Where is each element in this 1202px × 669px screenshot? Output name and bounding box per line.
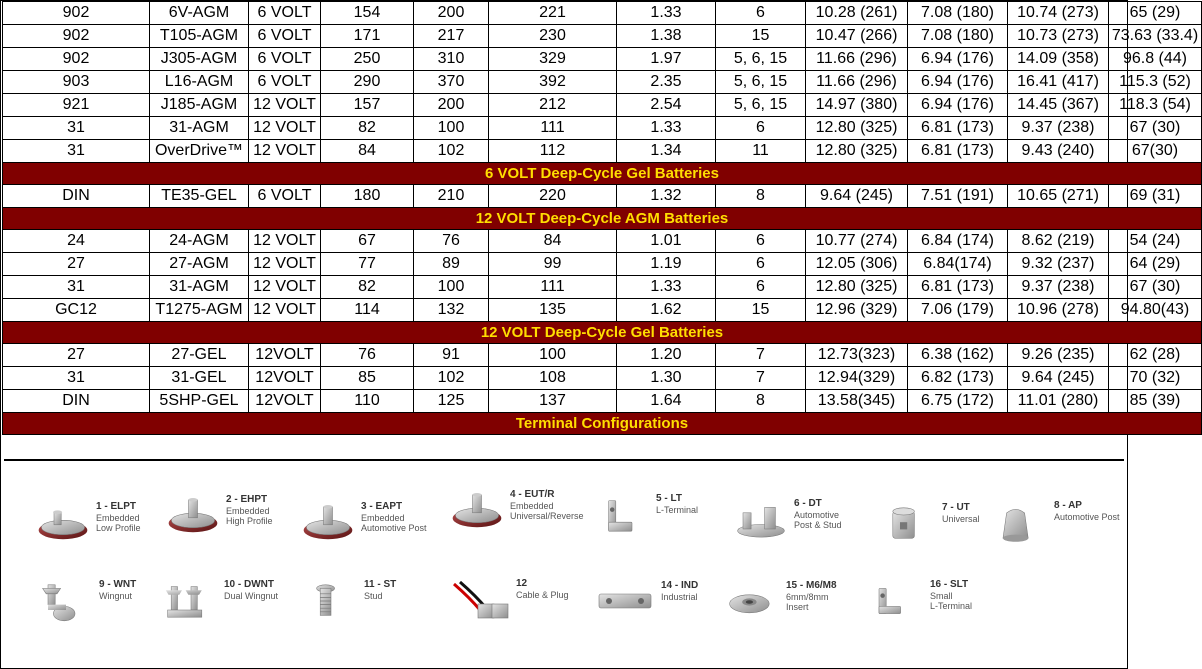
table-cell: 250 (321, 48, 414, 71)
terminal-item (882, 502, 980, 546)
table-cell: DIN (3, 185, 150, 208)
table-cell: 15 (716, 299, 806, 322)
table-cell: 62 (28) (1109, 344, 1202, 367)
terminal-configurations-panel (4, 459, 1124, 668)
table-cell: 12.73(323) (806, 344, 908, 367)
table-row (3, 2, 1202, 25)
table-cell: 392 (489, 71, 617, 94)
table-cell: 1.64 (617, 390, 716, 413)
table-cell: 1.33 (617, 276, 716, 299)
terminal-name: 10 - DWNT (224, 579, 274, 590)
table-cell: 102 (414, 367, 489, 390)
terminal-label (99, 579, 136, 601)
table-cell: 11.66 (296) (806, 71, 908, 94)
dual-terminal-icon (734, 498, 788, 542)
terminal-item (301, 501, 427, 545)
terminal-name: 9 - WNT (99, 579, 137, 590)
table-cell: 11.66 (296) (806, 48, 908, 71)
table-cell: 230 (489, 25, 617, 48)
table-cell: 31 (3, 117, 150, 140)
table-cell: 12 VOLT (249, 140, 321, 163)
terminal-description: Insert (786, 602, 809, 612)
terminal-label (786, 580, 837, 612)
table-cell: 10.73 (273) (1008, 25, 1109, 48)
table-cell: 12.80 (325) (806, 140, 908, 163)
terminal-label (930, 579, 972, 611)
table-row (3, 71, 1202, 94)
table-cell: 67 (30) (1109, 276, 1202, 299)
terminal-name: 11 - ST (364, 579, 397, 590)
table-cell: 73.63 (33.4) (1109, 25, 1202, 48)
embedded-universal-terminal-icon (450, 489, 504, 533)
section-title: 6 VOLT Deep-Cycle Gel Batteries (3, 163, 1202, 185)
table-row (3, 367, 1202, 390)
table-cell: 12.80 (325) (806, 276, 908, 299)
industrial-terminal-icon (595, 580, 655, 624)
terminal-name: 5 - LT (656, 493, 682, 504)
terminal-description: Embedded (226, 506, 270, 516)
section-header-row (3, 413, 1202, 435)
table-cell: 10.77 (274) (806, 230, 908, 253)
terminal-description: L-Terminal (930, 601, 973, 611)
table-cell: 6 (716, 230, 806, 253)
terminal-name: 6 - DT (794, 498, 822, 509)
terminal-name: 1 - ELPT (96, 501, 137, 512)
table-cell: 112 (489, 140, 617, 163)
table-cell: GC12 (3, 299, 150, 322)
table-cell: 154 (321, 2, 414, 25)
insert-terminal-icon (726, 580, 780, 624)
terminal-description: L-Terminal (656, 505, 699, 515)
table-cell: 1.01 (617, 230, 716, 253)
terminal-description: High Profile (226, 516, 273, 526)
table-cell: 200 (414, 2, 489, 25)
table-cell: 125 (414, 390, 489, 413)
table-cell: 370 (414, 71, 489, 94)
table-cell: 12 VOLT (249, 299, 321, 322)
terminal-description: Cable & Plug (516, 590, 569, 600)
table-cell: 100 (489, 344, 617, 367)
table-cell: 290 (321, 71, 414, 94)
terminal-description: Automotive (794, 510, 840, 520)
table-cell: 7.06 (179) (908, 299, 1008, 322)
terminal-label (942, 502, 980, 524)
table-cell: 6 VOLT (249, 25, 321, 48)
table-cell: 7 (716, 367, 806, 390)
small-l-terminal-icon (870, 579, 924, 623)
table-cell: 902 (3, 2, 150, 25)
table-cell: 9.32 (237) (1008, 253, 1109, 276)
terminal-description: Small (930, 591, 953, 601)
table-cell: L16-AGM (150, 71, 249, 94)
terminal-label (516, 578, 569, 600)
l-terminal-icon (596, 493, 650, 537)
table-cell: 6.84 (174) (908, 230, 1008, 253)
section-header-row (3, 163, 1202, 185)
terminal-item (734, 498, 842, 542)
terminal-item (450, 578, 569, 622)
terminal-label (661, 580, 698, 602)
table-cell: 76 (414, 230, 489, 253)
table-cell: 14.45 (367) (1008, 94, 1109, 117)
table-cell: 902 (3, 48, 150, 71)
terminal-item (596, 493, 698, 537)
table-cell: 89 (414, 253, 489, 276)
table-row (3, 25, 1202, 48)
table-cell: 12VOLT (249, 344, 321, 367)
section-title: Terminal Configurations (3, 413, 1202, 435)
terminal-label (510, 489, 584, 521)
terminal-label (226, 494, 273, 526)
terminal-name: 7 - UT (942, 502, 970, 513)
table-cell: 27 (3, 253, 150, 276)
table-cell: 1.33 (617, 117, 716, 140)
table-cell: 5SHP-GEL (150, 390, 249, 413)
table-cell: 1.33 (617, 2, 716, 25)
table-cell: T1275-AGM (150, 299, 249, 322)
table-row (3, 276, 1202, 299)
table-cell: 1.97 (617, 48, 716, 71)
section-header-row (3, 208, 1202, 230)
terminal-item (164, 579, 278, 623)
table-cell: 8.62 (219) (1008, 230, 1109, 253)
terminal-item (304, 579, 396, 623)
embedded-low-profile-terminal-icon (36, 501, 90, 545)
table-cell: 221 (489, 2, 617, 25)
table-cell: 9.43 (240) (1008, 140, 1109, 163)
table-cell: 12.80 (325) (806, 117, 908, 140)
table-cell: 54 (24) (1109, 230, 1202, 253)
table-cell: 200 (414, 94, 489, 117)
cable-plug-icon (450, 578, 510, 622)
table-cell: 11.01 (280) (1008, 390, 1109, 413)
embedded-automotive-post-icon (301, 501, 355, 545)
universal-terminal-icon (882, 502, 936, 546)
table-cell: 82 (321, 276, 414, 299)
terminal-item (726, 580, 837, 624)
table-cell: 111 (489, 117, 617, 140)
terminal-label (224, 579, 278, 601)
terminal-description: 6mm/8mm (786, 592, 829, 602)
terminal-label (1054, 500, 1120, 522)
terminal-item (595, 580, 698, 624)
table-cell: 10.47 (266) (806, 25, 908, 48)
table-cell: 329 (489, 48, 617, 71)
embedded-high-profile-terminal-icon (166, 494, 220, 538)
table-cell: DIN (3, 390, 150, 413)
table-cell: 12 VOLT (249, 276, 321, 299)
terminal-item (450, 489, 584, 533)
table-cell: 82 (321, 117, 414, 140)
table-cell: 6 (716, 2, 806, 25)
terminal-name: 2 - EHPT (226, 494, 268, 505)
table-cell: 27-AGM (150, 253, 249, 276)
table-cell: 220 (489, 185, 617, 208)
table-cell: 64 (29) (1109, 253, 1202, 276)
terminal-name: 16 - SLT (930, 579, 969, 590)
table-cell: 903 (3, 71, 150, 94)
table-cell: 7.08 (180) (908, 2, 1008, 25)
table-cell: 69 (31) (1109, 185, 1202, 208)
terminal-description: Automotive Post (361, 523, 427, 533)
table-cell: 212 (489, 94, 617, 117)
table-cell: 217 (414, 25, 489, 48)
table-cell: 902 (3, 25, 150, 48)
table-cell: 6 VOLT (249, 2, 321, 25)
table-cell: 12.94(329) (806, 367, 908, 390)
table-cell: 1.34 (617, 140, 716, 163)
table-cell: 6 VOLT (249, 185, 321, 208)
table-cell: 12VOLT (249, 367, 321, 390)
table-cell: 5, 6, 15 (716, 71, 806, 94)
terminal-label (364, 579, 396, 601)
table-cell: 9.37 (238) (1008, 117, 1109, 140)
table-cell: 12.96 (329) (806, 299, 908, 322)
table-cell: 2.54 (617, 94, 716, 117)
table-cell: 6.81 (173) (908, 140, 1008, 163)
table-cell: 1.30 (617, 367, 716, 390)
terminal-item (36, 501, 141, 545)
terminal-name: 12 (516, 578, 528, 589)
table-cell: 70 (32) (1109, 367, 1202, 390)
table-row (3, 117, 1202, 140)
stud-terminal-icon (304, 579, 358, 623)
table-cell: 1.20 (617, 344, 716, 367)
table-cell: 9.64 (245) (1008, 367, 1109, 390)
table-cell: 12 VOLT (249, 230, 321, 253)
table-cell: 31-GEL (150, 367, 249, 390)
terminal-description: Universal (942, 514, 980, 524)
table-cell: 118.3 (54) (1109, 94, 1202, 117)
table-cell: 67 (321, 230, 414, 253)
table-row (3, 140, 1202, 163)
table-cell: 94.80(43) (1109, 299, 1202, 322)
table-row (3, 48, 1202, 71)
terminal-description: Post & Stud (794, 520, 842, 530)
wingnut-terminal-icon (39, 579, 93, 623)
table-cell: 6 VOLT (249, 48, 321, 71)
table-cell: 100 (414, 276, 489, 299)
table-cell: 31 (3, 276, 150, 299)
table-cell: 171 (321, 25, 414, 48)
terminal-item (994, 500, 1120, 544)
table-cell: 13.58(345) (806, 390, 908, 413)
table-cell: 12 VOLT (249, 117, 321, 140)
table-cell: 31-AGM (150, 276, 249, 299)
table-cell: 2.35 (617, 71, 716, 94)
table-cell: 137 (489, 390, 617, 413)
table-cell: 85 (321, 367, 414, 390)
table-cell: 6.94 (176) (908, 94, 1008, 117)
table-cell: 24-AGM (150, 230, 249, 253)
table-cell: 110 (321, 390, 414, 413)
table-cell: 1.19 (617, 253, 716, 276)
table-row (3, 299, 1202, 322)
table-cell: 12 VOLT (249, 94, 321, 117)
table-cell: 9.26 (235) (1008, 344, 1109, 367)
table-cell: 84 (489, 230, 617, 253)
table-cell: TE35-GEL (150, 185, 249, 208)
terminal-name: 3 - EAPT (361, 501, 403, 512)
table-row (3, 94, 1202, 117)
table-cell: 11 (716, 140, 806, 163)
table-cell: 6 VOLT (249, 71, 321, 94)
table-cell: 6.94 (176) (908, 48, 1008, 71)
table-cell: 1.32 (617, 185, 716, 208)
table-cell: 6.75 (172) (908, 390, 1008, 413)
table-cell: T105-AGM (150, 25, 249, 48)
battery-spec-table (2, 1, 1202, 435)
table-cell: 6.82 (173) (908, 367, 1008, 390)
table-cell: 6.38 (162) (908, 344, 1008, 367)
table-cell: 157 (321, 94, 414, 117)
terminal-name: 8 - AP (1054, 500, 1082, 511)
terminal-label (656, 493, 698, 515)
table-cell: 108 (489, 367, 617, 390)
terminal-description: Low Profile (96, 523, 141, 533)
terminal-description: Automotive Post (1054, 512, 1120, 522)
table-row (3, 230, 1202, 253)
table-cell: 10.65 (271) (1008, 185, 1109, 208)
table-cell: 31 (3, 367, 150, 390)
table-cell: 14.09 (358) (1008, 48, 1109, 71)
table-cell: 31-AGM (150, 117, 249, 140)
table-cell: 14.97 (380) (806, 94, 908, 117)
table-row (3, 390, 1202, 413)
table-cell: 10.74 (273) (1008, 2, 1109, 25)
table-cell: 6V-AGM (150, 2, 249, 25)
terminal-item (166, 494, 273, 538)
terminal-item (39, 579, 136, 623)
table-cell: 99 (489, 253, 617, 276)
section-header-row (3, 322, 1202, 344)
table-cell: 96.8 (44) (1109, 48, 1202, 71)
terminal-name: 4 - EUT/R (510, 489, 555, 500)
table-cell: 27-GEL (150, 344, 249, 367)
table-cell: 210 (414, 185, 489, 208)
terminal-description: Universal/Reverse (510, 511, 584, 521)
table-cell: 111 (489, 276, 617, 299)
terminal-description: Industrial (661, 592, 698, 602)
table-cell: 15 (716, 25, 806, 48)
table-cell: J185-AGM (150, 94, 249, 117)
terminal-label (96, 501, 141, 533)
table-cell: 76 (321, 344, 414, 367)
terminal-name: 14 - IND (661, 580, 699, 591)
terminal-item (870, 579, 972, 623)
table-cell: 135 (489, 299, 617, 322)
automotive-post-icon (994, 500, 1048, 544)
table-cell: 102 (414, 140, 489, 163)
table-cell: 67 (30) (1109, 117, 1202, 140)
table-cell: 6.81 (173) (908, 117, 1008, 140)
table-cell: OverDrive™ (150, 140, 249, 163)
table-cell: 7.51 (191) (908, 185, 1008, 208)
table-cell: 84 (321, 140, 414, 163)
table-cell: 6 (716, 253, 806, 276)
table-cell: 65 (29) (1109, 2, 1202, 25)
terminal-description: Embedded (510, 501, 554, 511)
table-cell: 85 (39) (1109, 390, 1202, 413)
table-cell: 31 (3, 140, 150, 163)
section-title: 12 VOLT Deep-Cycle AGM Batteries (3, 208, 1202, 230)
table-cell: 7.08 (180) (908, 25, 1008, 48)
terminal-label (361, 501, 427, 533)
table-cell: 12 VOLT (249, 253, 321, 276)
table-cell: 310 (414, 48, 489, 71)
table-cell: 114 (321, 299, 414, 322)
terminal-description: Stud (364, 591, 383, 601)
table-cell: 7 (716, 344, 806, 367)
table-cell: 8 (716, 185, 806, 208)
table-cell: 91 (414, 344, 489, 367)
table-cell: 10.28 (261) (806, 2, 908, 25)
table-cell: J305-AGM (150, 48, 249, 71)
table-cell: 6.81 (173) (908, 276, 1008, 299)
table-cell: 921 (3, 94, 150, 117)
table-row (3, 253, 1202, 276)
table-cell: 5, 6, 15 (716, 48, 806, 71)
table-cell: 8 (716, 390, 806, 413)
table-cell: 16.41 (417) (1008, 71, 1109, 94)
terminal-description: Embedded (96, 513, 140, 523)
table-cell: 9.37 (238) (1008, 276, 1109, 299)
table-cell: 6.94 (176) (908, 71, 1008, 94)
terminal-name: 15 - M6/M8 (786, 580, 837, 591)
table-cell: 67(30) (1109, 140, 1202, 163)
terminal-description: Embedded (361, 513, 405, 523)
table-cell: 132 (414, 299, 489, 322)
table-cell: 77 (321, 253, 414, 276)
section-title: 12 VOLT Deep-Cycle Gel Batteries (3, 322, 1202, 344)
terminal-label (794, 498, 842, 530)
terminal-description: Wingnut (99, 591, 133, 601)
table-cell: 27 (3, 344, 150, 367)
table-cell: 100 (414, 117, 489, 140)
table-cell: 1.38 (617, 25, 716, 48)
table-row (3, 185, 1202, 208)
table-cell: 12.05 (306) (806, 253, 908, 276)
table-cell: 5, 6, 15 (716, 94, 806, 117)
table-cell: 9.64 (245) (806, 185, 908, 208)
table-cell: 12VOLT (249, 390, 321, 413)
table-row (3, 344, 1202, 367)
table-cell: 10.96 (278) (1008, 299, 1109, 322)
table-cell: 6.84(174) (908, 253, 1008, 276)
table-cell: 24 (3, 230, 150, 253)
table-cell: 115.3 (52) (1109, 71, 1202, 94)
table-cell: 1.62 (617, 299, 716, 322)
dual-wingnut-terminal-icon (164, 579, 218, 623)
terminal-description: Dual Wingnut (224, 591, 279, 601)
table-cell: 6 (716, 276, 806, 299)
table-cell: 6 (716, 117, 806, 140)
table-cell: 180 (321, 185, 414, 208)
